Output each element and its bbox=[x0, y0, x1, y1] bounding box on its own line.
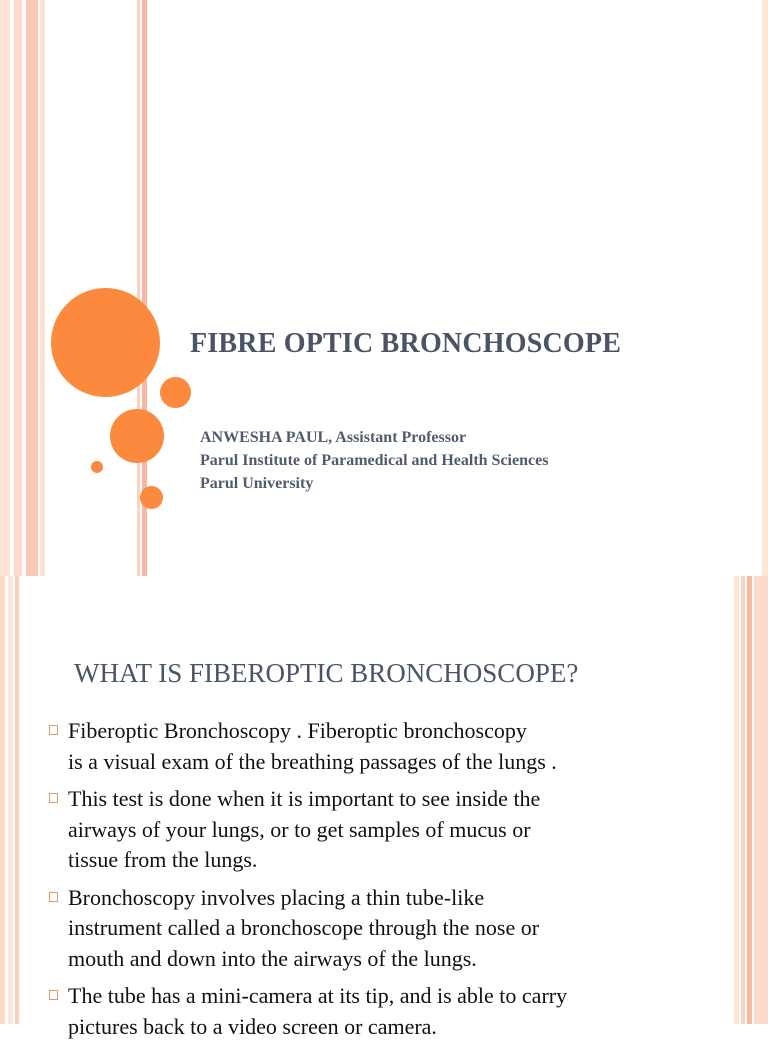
bullet-item bbox=[48, 883, 688, 975]
bullet-line: airways of your lungs, or to get samples of mucus or bbox=[68, 816, 531, 842]
stripe-decoration bbox=[15, 576, 19, 1024]
slide-title: FIBRE OPTIC BRONCHOSCOPE bbox=[190, 328, 622, 359]
stripe-decoration bbox=[26, 0, 38, 576]
stripe-decoration bbox=[0, 576, 5, 1024]
large-circle bbox=[51, 288, 160, 397]
bullet-list bbox=[48, 716, 688, 1049]
author-name: ANWESHA PAUL, Assistant Professor bbox=[200, 429, 467, 446]
stripe-decoration bbox=[754, 576, 768, 1024]
small-circle bbox=[160, 377, 191, 408]
bullet-line: mouth and down into the airways of the lungs. bbox=[68, 945, 477, 971]
stripe-decoration bbox=[137, 0, 140, 576]
stripe-decoration bbox=[8, 576, 13, 1024]
bullet-item bbox=[48, 716, 688, 777]
small-circle bbox=[140, 486, 163, 509]
university-name: Parul University bbox=[200, 475, 314, 492]
institute-name: Parul Institute of Paramedical and Health Sciences bbox=[200, 452, 549, 469]
stripe-decoration bbox=[734, 576, 739, 1024]
square-bullet-icon bbox=[49, 793, 58, 803]
bullet-line: is a visual exam of the breathing passages of the lungs . bbox=[68, 748, 557, 774]
bullet-line: instrument called a bronchoscope through the nose or bbox=[68, 915, 540, 940]
stripe-decoration bbox=[762, 0, 768, 576]
content-slide bbox=[0, 576, 768, 1039]
bullet-line: tissue from the lungs. bbox=[68, 847, 258, 872]
square-bullet-icon bbox=[49, 725, 58, 735]
bullet-item bbox=[48, 784, 688, 876]
tiny-circle bbox=[91, 461, 103, 473]
stripe-decoration bbox=[14, 0, 22, 576]
bullet-line: Fiberoptic Bronchoscopy . Fiberoptic bronchoscopy bbox=[68, 718, 527, 743]
bullet-line: pictures back to a video screen or camera. bbox=[68, 1013, 437, 1039]
bullet-item bbox=[48, 981, 688, 1042]
stripe-decoration bbox=[747, 576, 752, 1024]
square-bullet-icon bbox=[49, 990, 58, 1000]
bullet-line: The tube has a mini-camera at its tip, and is able to carry bbox=[68, 983, 568, 1008]
square-bullet-icon bbox=[49, 892, 58, 902]
slide-heading: WHAT IS FIBEROPTIC BRONCHOSCOPE? bbox=[74, 658, 579, 688]
stripe-decoration bbox=[741, 576, 745, 1024]
bullet-line: This test is done when it is important to see inside the bbox=[68, 786, 541, 811]
stripe-decoration bbox=[0, 0, 10, 576]
author-info bbox=[200, 426, 548, 495]
stripe-decoration bbox=[40, 0, 45, 576]
bullet-line: Bronchoscopy involves placing a thin tube-like bbox=[68, 884, 485, 910]
medium-circle bbox=[110, 409, 164, 463]
